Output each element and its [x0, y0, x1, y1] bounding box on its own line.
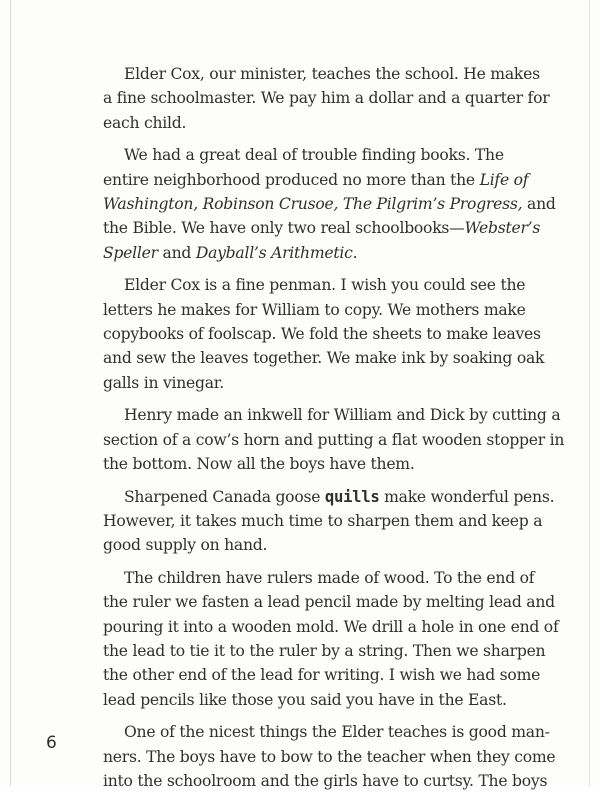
text-line [103, 62, 553, 86]
text-line [103, 769, 553, 793]
text-run: ners. The boys have to bow to the teacher when they come [103, 747, 556, 766]
paragraph [103, 273, 553, 395]
italic-title: Dayball’s Arithmetic [195, 243, 353, 262]
text-line [103, 663, 553, 687]
text-run: and sew the leaves together. We make ink by soaking oak [103, 349, 545, 368]
text-run: letters he makes for William to copy. We mothers make [103, 300, 526, 319]
text-line [103, 298, 553, 322]
text-run: each child. [103, 113, 187, 132]
text-run: the ruler we fasten a lead pencil made by melting lead and [103, 593, 555, 612]
text-line [103, 639, 553, 663]
italic-title: Life of [479, 170, 529, 189]
text-line [103, 403, 561, 427]
text-line [103, 509, 553, 533]
text-line [103, 615, 559, 639]
text-line [103, 346, 553, 370]
text-line [103, 566, 553, 590]
text-line [103, 322, 553, 346]
text-run: and [522, 195, 556, 214]
text-run: make wonderful pens. [379, 487, 555, 506]
text-run: copybooks of foolscap. We fold the sheets to make leaves [103, 325, 541, 344]
text-run: The children have rulers made of wood. To the end of [124, 568, 535, 587]
paragraph [103, 403, 565, 476]
text-line [103, 86, 553, 110]
text-line [103, 720, 553, 744]
text-run: Elder Cox, our minister, teaches the school. He makes [124, 65, 540, 83]
body-text [103, 62, 565, 801]
text-run: the other end of the lead for writing. I wish we had some [103, 666, 541, 685]
paragraph [103, 62, 553, 135]
text-run: section of a cow’s horn and putting a flat wooden stopper in [103, 430, 565, 449]
text-line [103, 216, 553, 240]
text-line [103, 688, 553, 712]
text-line [103, 533, 553, 557]
text-run: the lead to tie it to the ruler by a string. Then we sharpen [103, 641, 546, 660]
text-run: Sharpened Canada goose [124, 487, 325, 506]
text-run: . [352, 243, 358, 262]
text-line [103, 485, 553, 509]
text-run: lead pencils like those you said you have in the East. [103, 690, 507, 709]
vocabulary-word: quills [324, 487, 380, 506]
text-run: Henry made an inkwell for William and Dick by cutting a [124, 406, 561, 425]
text-line [103, 428, 565, 452]
italic-title: Washington, Robinson Crusoe, The Pilgrim’s Progress, [103, 195, 523, 214]
text-run: good supply on hand. [103, 536, 268, 555]
text-run: One of the nicest things the Elder teaches is good man- [124, 723, 550, 742]
text-run: and [157, 243, 196, 262]
text-run: entire neighborhood produced no more than the [103, 170, 480, 189]
paragraph [103, 566, 559, 712]
text-line [103, 168, 553, 192]
text-line [103, 241, 553, 265]
text-run: the Bible. We have only two real schoolbooks— [103, 219, 465, 238]
text-line [103, 590, 553, 614]
text-run: a fine schoolmaster. We pay him a dollar and a quarter for [103, 89, 550, 108]
text-run: the bottom. Now all the boys have them. [103, 455, 415, 474]
text-line [103, 143, 553, 167]
paragraph [103, 485, 553, 558]
text-run: We had a great deal of trouble finding books. The [124, 146, 504, 165]
text-run: Elder Cox is a fine penman. I wish you could see the [124, 276, 526, 295]
text-line [103, 452, 553, 476]
text-run: into the schoolroom and the girls have to curtsy. The boys [103, 771, 548, 790]
paragraph [103, 720, 556, 793]
paragraph [103, 143, 556, 265]
italic-title: Speller [103, 243, 158, 262]
text-line [103, 273, 553, 297]
text-line [103, 192, 556, 216]
page-number: 6 [46, 733, 57, 753]
text-line [103, 745, 556, 769]
text-line [103, 371, 553, 395]
text-line [103, 111, 553, 135]
text-run: galls in vinegar. [103, 373, 224, 392]
italic-title: Webster’s [464, 219, 541, 238]
text-run: pouring it into a wooden mold. We drill a hole in one end of [103, 617, 559, 636]
text-run: However, it takes much time to sharpen them and keep a [103, 511, 543, 530]
